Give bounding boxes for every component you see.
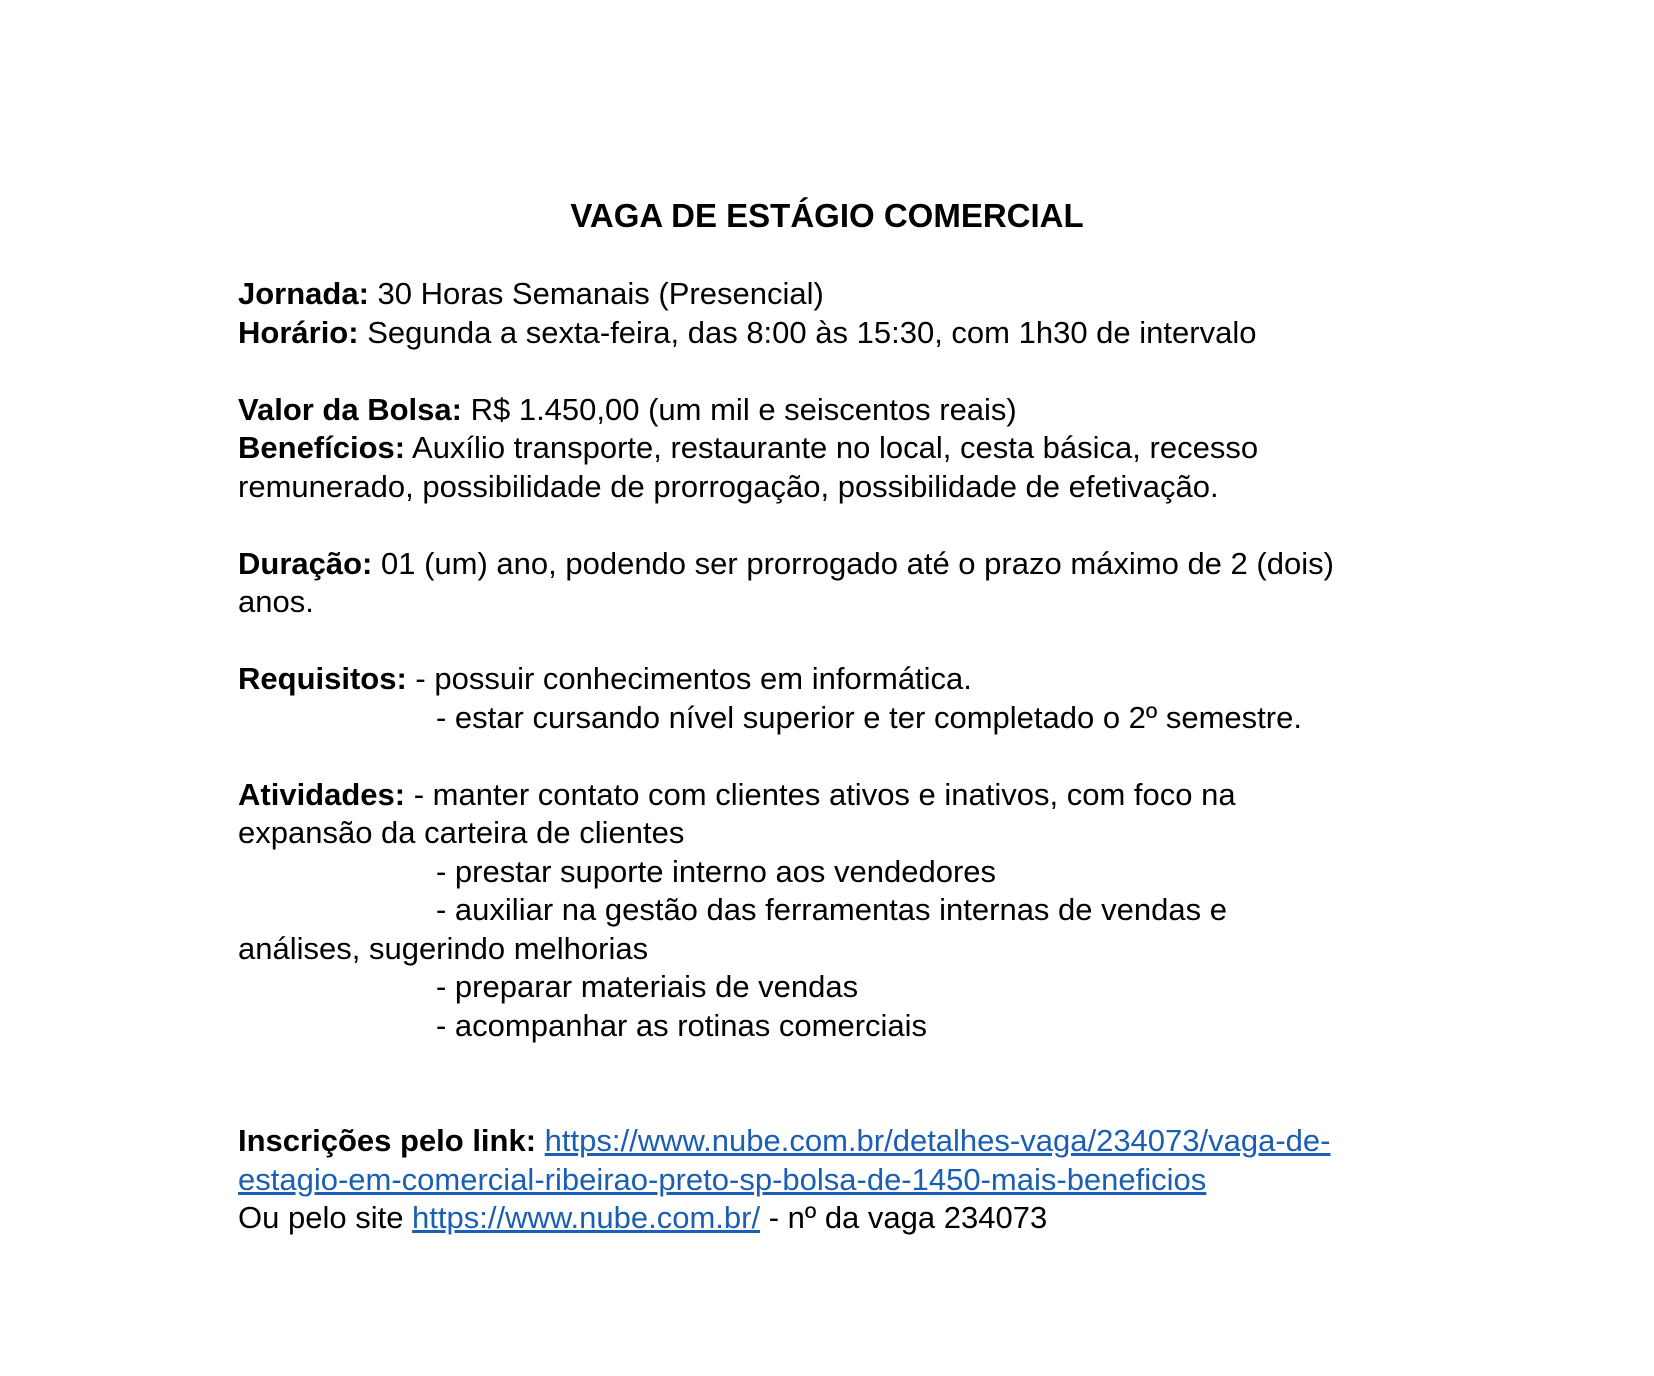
document-body xyxy=(238,275,1438,1238)
spacer xyxy=(238,737,1438,776)
atividade-item: - manter contato com clientes ativos e inativos, com foco na xyxy=(405,776,1236,812)
bolsa-line xyxy=(238,391,1438,430)
registration-link[interactable]: estagio-em-comercial-ribeirao-preto-sp-bolsa-de-1450-mais-beneficios xyxy=(238,1161,1207,1197)
duracao-line xyxy=(238,545,1438,584)
requisitos-label: Requisitos: xyxy=(238,661,407,696)
atividade-item: - preparar materiais de vendas xyxy=(436,969,859,1004)
beneficios-continuation: remunerado, possibilidade de prorrogação, possibilidade de efetivação. xyxy=(238,468,1219,504)
atividade-continuation: análises, sugerindo melhorias xyxy=(238,930,649,966)
atividades-line xyxy=(238,776,1438,815)
beneficios-line xyxy=(238,429,1438,468)
duracao-label: Duração: xyxy=(238,545,373,581)
beneficios-value: Auxílio transporte, restaurante no local, cesta básica, recesso xyxy=(405,430,1259,465)
spacer xyxy=(238,352,1438,391)
requisito-item: - estar cursando nível superior e ter completado o 2º semestre. xyxy=(436,699,1302,735)
registration-link-continuation xyxy=(238,1161,1438,1200)
requisito-item: - possuir conhecimentos em informática. xyxy=(406,661,972,696)
duracao-value: 01 (um) ano, podendo ser prorrogado até o prazo máximo de 2 (dois) xyxy=(372,545,1334,581)
site-prefix: Ou pelo site xyxy=(238,1200,413,1235)
beneficios-label: Benefícios: xyxy=(238,430,406,465)
registration-link[interactable]: https://www.nube.com.br/detalhes-vaga/234073/vaga-de- xyxy=(544,1123,1331,1158)
jornada-label: Jornada: xyxy=(238,276,369,311)
spacer xyxy=(238,1045,1438,1122)
site-link[interactable]: https://www.nube.com.br/ xyxy=(412,1200,761,1235)
horario-line xyxy=(238,314,1438,353)
spacer xyxy=(238,506,1438,545)
vacancy-number: - nº da vaga 234073 xyxy=(760,1200,1048,1235)
bolsa-label: Valor da Bolsa: xyxy=(238,391,462,427)
spacer xyxy=(238,622,1438,661)
atividade-item: - prestar suporte interno aos vendedores xyxy=(436,853,997,889)
jornada-value: 30 Horas Semanais (Presencial) xyxy=(368,276,824,311)
horario-label: Horário: xyxy=(238,314,359,350)
jornada-line xyxy=(238,275,1438,314)
horario-value: Segunda a sexta-feira, das 8:00 às 15:30, com 1h30 de intervalo xyxy=(358,314,1257,350)
requisitos-line xyxy=(238,660,1438,699)
atividades-label: Atividades: xyxy=(238,776,406,812)
inscricoes-line xyxy=(238,1122,1438,1161)
atividade-continuation: expansão da carteira de clientes xyxy=(238,815,685,850)
bolsa-value: R$ 1.450,00 (um mil e seiscentos reais) xyxy=(461,391,1017,427)
page-title: VAGA DE ESTÁGIO COMERCIAL xyxy=(570,197,1084,234)
duracao-continuation: anos. xyxy=(238,584,314,619)
atividade-item: - auxiliar na gestão das ferramentas internas de vendas e xyxy=(436,892,1227,927)
atividade-item: - acompanhar as rotinas comerciais xyxy=(436,1007,928,1043)
inscricoes-label: Inscrições pelo link: xyxy=(238,1123,537,1158)
site-line xyxy=(238,1199,1438,1238)
